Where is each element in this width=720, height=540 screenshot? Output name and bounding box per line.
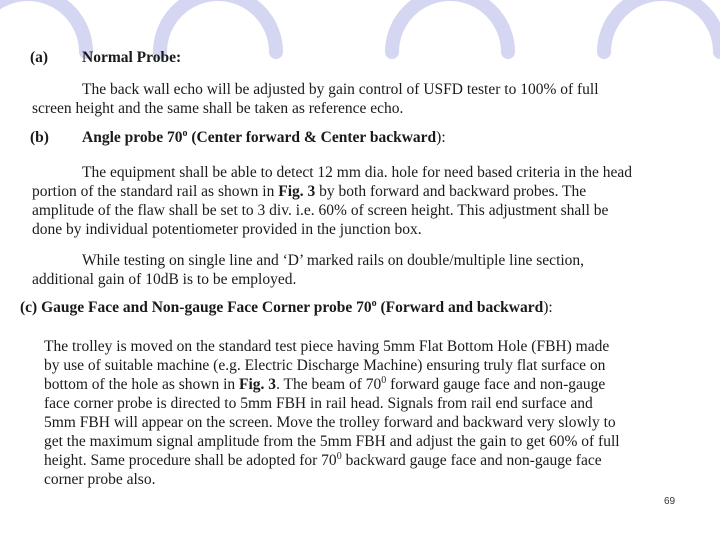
section-b-p1-line-1: The equipment shall be able to detect 12 mm dia. hole for need based criteria in the head xyxy=(82,164,633,181)
arc-2 xyxy=(392,0,508,52)
section-c-line-3-mid: . The beam of 70 xyxy=(276,376,382,393)
degree-sup: 0 xyxy=(381,375,387,386)
section-c-line-7-pre: height. Same procedure shall be adopted for 70 xyxy=(44,452,337,469)
degree-sup: o xyxy=(182,128,188,139)
section-c-line-1: The trolley is moved on the standard test piece having 5mm Flat Bottom Hole (FBH) made xyxy=(44,338,610,355)
section-c-line-8: corner probe also. xyxy=(44,471,156,488)
section-a-line-2: screen height and the same shall be taken as reference echo. xyxy=(32,100,404,117)
section-b-title xyxy=(82,128,446,147)
section-c-title-rest: (Forward and backward xyxy=(376,299,544,316)
section-b-p1-line-2-pre: portion of the standard rail as shown in xyxy=(32,183,279,200)
section-c-line-3-pre: bottom of the hole as shown in xyxy=(44,376,240,393)
section-b-p1-line-3: amplitude of the flaw shall be set to 3 div. i.e. 60% of screen height. This adjustment shall be xyxy=(32,202,609,219)
degree-sup: o xyxy=(371,298,377,309)
section-c-line-2: by use of suitable machine (e.g. Electric Discharge Machine) ensuring truly flat surface on xyxy=(44,357,606,374)
section-c-line-4: face corner probe is directed to 5mm FBH in rail head. Signals from rail end surface and xyxy=(44,395,593,412)
section-a-line-1: The back wall echo will be adjusted by gain control of USFD tester to 100% of full xyxy=(82,81,599,98)
section-c-line-6: get the maximum signal amplitude from the 5mm FBH and adjust the gain to get 60% of full xyxy=(44,433,620,450)
section-b-title-main: Angle probe 70 xyxy=(82,129,183,146)
section-b-p2-line-1: While testing on single line and ‘D’ marked rails on double/multiple line section, xyxy=(82,252,585,269)
fig-3-ref: Fig. 3 xyxy=(278,183,316,200)
page-number: 69 xyxy=(664,496,676,507)
arc-1 xyxy=(160,0,276,52)
section-b-label: (b) xyxy=(30,129,49,146)
section-a-title: Normal Probe: xyxy=(82,49,182,66)
section-b-title-rest: (Center forward & Center backward xyxy=(187,129,437,146)
section-b-p1-line-2 xyxy=(32,182,586,201)
section-a-label: (a) xyxy=(30,49,49,66)
section-c-line-3 xyxy=(44,375,605,394)
arc-3 xyxy=(604,0,720,52)
section-c-line-5: 5mm FBH will appear on the screen. Move the trolley forward and backward very slowly to xyxy=(44,414,616,431)
section-c-title-end: ): xyxy=(543,299,553,316)
section-c-line-7 xyxy=(44,451,602,470)
section-b-p2-line-2: additional gain of 10dB is to be employed. xyxy=(32,271,297,288)
section-b-p1-line-2-post: by both forward and backward probes. The xyxy=(315,183,587,200)
section-b-p1-line-4: done by individual potentiometer provided in the junction box. xyxy=(32,221,422,238)
section-c-title-main: (c) Gauge Face and Non-gauge Face Corner probe 70 xyxy=(20,299,372,316)
degree-sup: 0 xyxy=(336,451,342,462)
fig-3-ref: Fig. 3 xyxy=(239,376,277,393)
section-c-line-7-post: backward gauge face and non-gauge face xyxy=(341,452,602,469)
section-b-title-end: ): xyxy=(436,129,446,146)
section-c-title xyxy=(20,298,553,317)
arc-4 xyxy=(0,0,86,52)
section-c-line-3-post: forward gauge face and non-gauge xyxy=(386,376,606,393)
